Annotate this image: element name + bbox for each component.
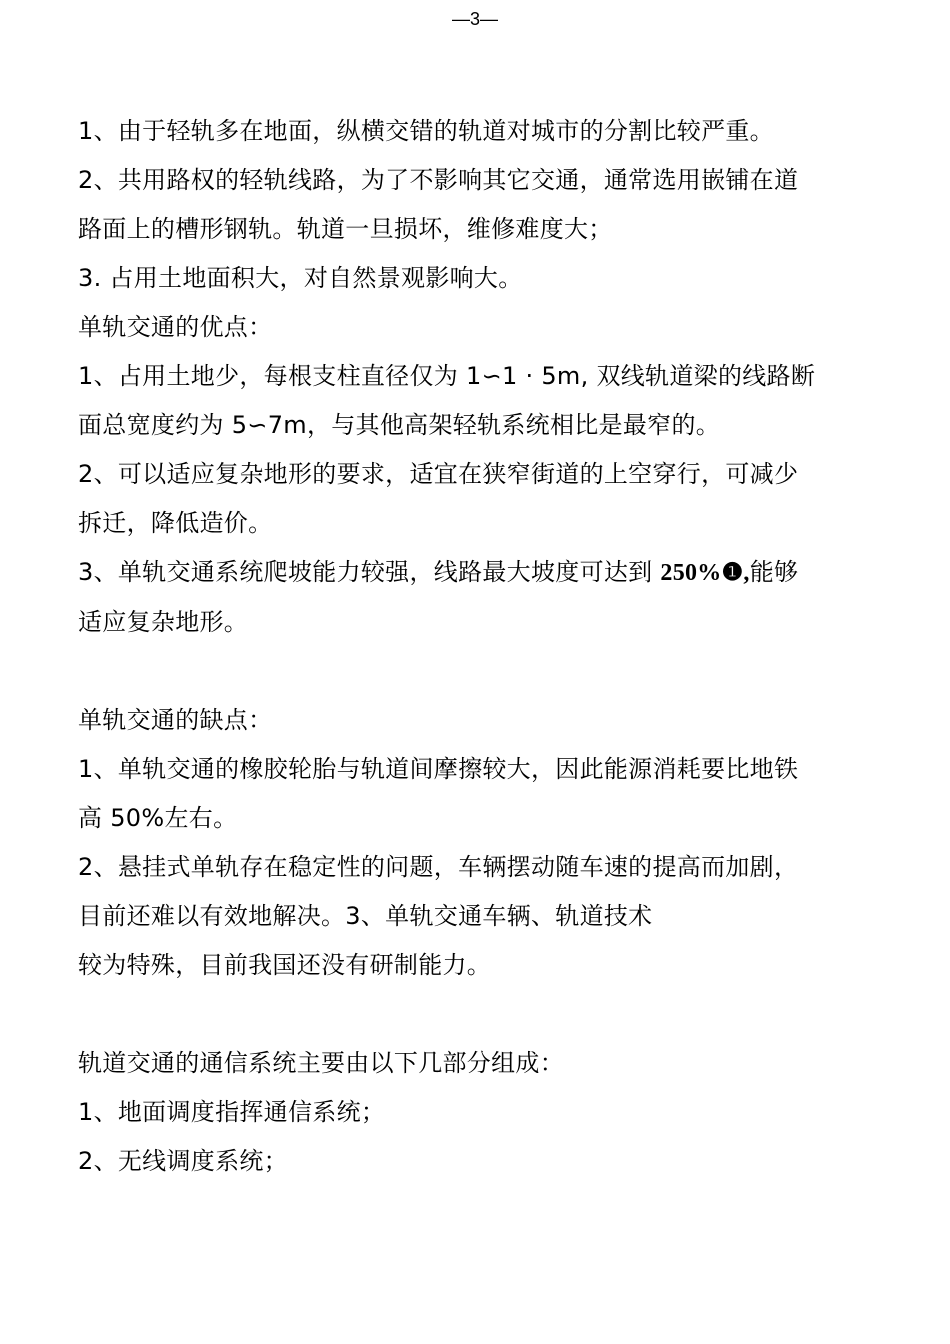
light-rail-disadvantage-1: 1、由于轻轨多在地面，纵横交错的轨道对城市的分割比较严重。 [78, 117, 774, 145]
page-number: —3— [451, 9, 498, 29]
monorail-disadvantage-3: 较为特殊，目前我国还没有研制能力。 [78, 951, 492, 979]
communication-system-heading: 轨道交通的通信系统主要由以下几部分组成： [78, 1049, 564, 1077]
light-rail-disadvantage-2-line-2: 路面上的槽形钢轨。轨道一旦损坏，维修难度大； [78, 215, 613, 243]
paragraph-gap [78, 647, 878, 696]
monorail-advantage-1-line-1: 1、占用土地少，每根支柱直径仅为 1∽1 · 5m, 双线轨道梁的线路断 [78, 362, 816, 390]
document-body [78, 107, 878, 1186]
monorail-disadvantage-2-line-1: 2、悬挂式单轨存在稳定性的问题，车辆摆动随车速的提高而加剧， [78, 853, 799, 881]
max-gradient-value: 250%❶, [660, 560, 750, 586]
communication-item-2: 2、无线调度系统； [78, 1147, 288, 1175]
monorail-advantage-1-line-2: 面总宽度约为 5∽7m，与其他高架轻轨系统相比是最窄的。 [78, 411, 721, 439]
monorail-disadvantage-2-line-2: 目前还难以有效地解决。3、单轨交通车辆、轨道技术 [78, 902, 653, 930]
monorail-advantage-3-line-2: 适应复杂地形。 [78, 608, 249, 636]
monorail-advantage-2-line-1: 2、可以适应复杂地形的要求，适宜在狭窄街道的上空穿行，可减少 [78, 460, 799, 488]
monorail-advantage-2-line-2: 拆迁，降低造价。 [78, 509, 273, 537]
advantage-3-text-end: 能够 [749, 558, 799, 586]
monorail-disadvantage-1-line-1: 1、单轨交通的橡胶轮胎与轨道间摩擦较大，因此能源消耗要比地铁 [78, 755, 799, 783]
advantage-3-text: 3、单轨交通系统爬坡能力较强，线路最大坡度可达到 [78, 558, 661, 586]
monorail-disadvantages-heading: 单轨交通的缺点： [78, 706, 273, 734]
light-rail-disadvantage-3: 3. 占用土地面积大，对自然景观影响大。 [78, 264, 523, 292]
light-rail-disadvantage-2-line-1: 2、共用路权的轻轨线路，为了不影响其它交通，通常选用嵌铺在道 [78, 166, 799, 194]
paragraph-gap [78, 990, 878, 1039]
monorail-advantages-heading: 单轨交通的优点： [78, 313, 273, 341]
communication-item-1: 1、地面调度指挥通信系统； [78, 1098, 386, 1126]
monorail-disadvantage-1-line-2: 高 50%左右。 [78, 804, 238, 832]
monorail-advantage-3-line-1 [78, 548, 878, 598]
